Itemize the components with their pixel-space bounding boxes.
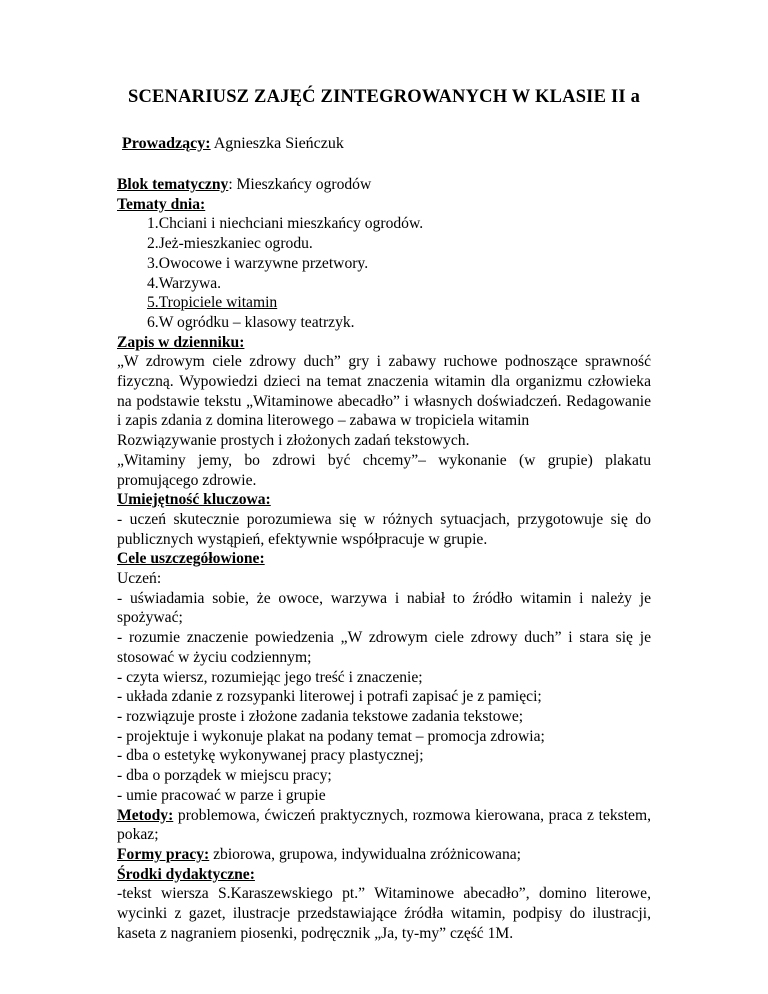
thematic-block-value: Mieszkańcy ogrodów: [232, 176, 372, 193]
topic-item: 4.Warzywa.: [147, 274, 222, 292]
teacher-line: [122, 135, 344, 153]
goal-item: - czyta wiersz, rozumiejąc jego treść i znaczenie;: [117, 668, 423, 686]
topic-item: 2.Jeż-mieszkaniec ogrodu.: [147, 235, 313, 253]
topic-item: 3.Owocowe i warzywne przetwory.: [147, 254, 369, 272]
forms-label: Formy pracy:: [117, 845, 210, 863]
goal-item: - dba o estetykę wykonywanej pracy plastycznej;: [117, 747, 424, 765]
forms-text: zbiorowa, grupowa, indywidualna zróżnicowana;: [209, 845, 522, 863]
topics-heading: Tematy dnia:: [117, 195, 206, 213]
thematic-block: [117, 175, 651, 195]
goals-intro: Uczeń:: [117, 570, 162, 588]
record-text: „Witaminy jemy, bo zdrowi być chcemy”– wykonanie (w grupie) plakatu promującego zdrowie.: [117, 451, 651, 489]
aids-text: -tekst wiersza S.Karaszewskiego pt.” Witaminowe abecadło”, domino literowe, wycinki z gazet, ilustracje przedstawiające źródła witamin, podpisy do ilustracji, kaseta z nagraniem piosenki, podręcznik „Ja, ty-my” część 1M.: [117, 885, 651, 942]
goal-item: - rozwiązuje proste i złożone zadania tekstowe zadania tekstowe;: [117, 707, 524, 725]
thematic-block-sep: :: [228, 176, 233, 193]
topic-item: 1.Chciani i niechciani mieszkańcy ogrodów.: [147, 215, 424, 233]
goals-heading: Cele uszczegółowione:: [117, 550, 265, 568]
key-skill-heading: Umiejętność kluczowa:: [117, 491, 271, 509]
teacher-label: Prowadzący:: [122, 135, 211, 152]
goal-item: - dba o porządek w miejscu pracy;: [117, 767, 332, 785]
document-body: [117, 175, 651, 943]
document-title: SCENARIUSZ ZAJĘĆ ZINTEGROWANYCH W KLASIE II a: [127, 87, 641, 107]
goal-item: - układa zdanie z rozsypanki literowej i potrafi zapisać je z pamięci;: [117, 688, 542, 706]
methods-text: problemowa, ćwiczeń praktycznych, rozmowa kierowana, praca z tekstem, pokaz;: [117, 806, 651, 844]
record-text: Rozwiązywanie prostych i złożonych zadań tekstowych.: [117, 432, 470, 450]
record-text: „W zdrowym ciele zdrowy duch” gry i zabawy ruchowe podnoszące sprawność fizyczną. Wypowiedzi dzieci na temat znaczenia witamin dla organizmu człowieka na podstawie tekstu „Witaminowe abecadło” i własnych doświadczeń. Redagowanie i zapis zdania z domina literowego – zabawa w tropiciela witamin: [117, 353, 651, 430]
thematic-block-label: Blok tematyczny: [117, 176, 229, 193]
goal-item: - projektuje i wykonuje plakat na podany temat – promocja zdrowia;: [117, 727, 545, 745]
key-skill-text: - uczeń skutecznie porozumiewa się w różnych sytuacjach, przygotowuje się do publicznych wystąpień, efektywnie współpracuje w grupie.: [117, 510, 651, 548]
goal-item: - uświadamia sobie, że owoce, warzywa i nabiał to źródło witamin i należy je spożywać;: [117, 589, 651, 627]
methods-label: Metody:: [117, 806, 174, 824]
aids-heading: Środki dydaktyczne:: [117, 865, 255, 883]
topic-item: 6.W ogródku – klasowy teatrzyk.: [147, 313, 355, 331]
goal-item: - rozumie znaczenie powiedzenia „W zdrowym ciele zdrowy duch” i stara się je stosować w życiu codziennym;: [117, 629, 651, 666]
teacher-name: Agnieszka Sieńczuk: [213, 135, 344, 152]
forms-line: [117, 845, 651, 865]
topic-item-current: 5.Tropiciele witamin: [147, 294, 278, 312]
record-heading: Zapis w dzienniku:: [117, 333, 245, 351]
topics-list: [117, 214, 651, 332]
goal-item: - umie pracować w parze i grupie: [117, 786, 326, 804]
methods-line: [117, 806, 651, 845]
